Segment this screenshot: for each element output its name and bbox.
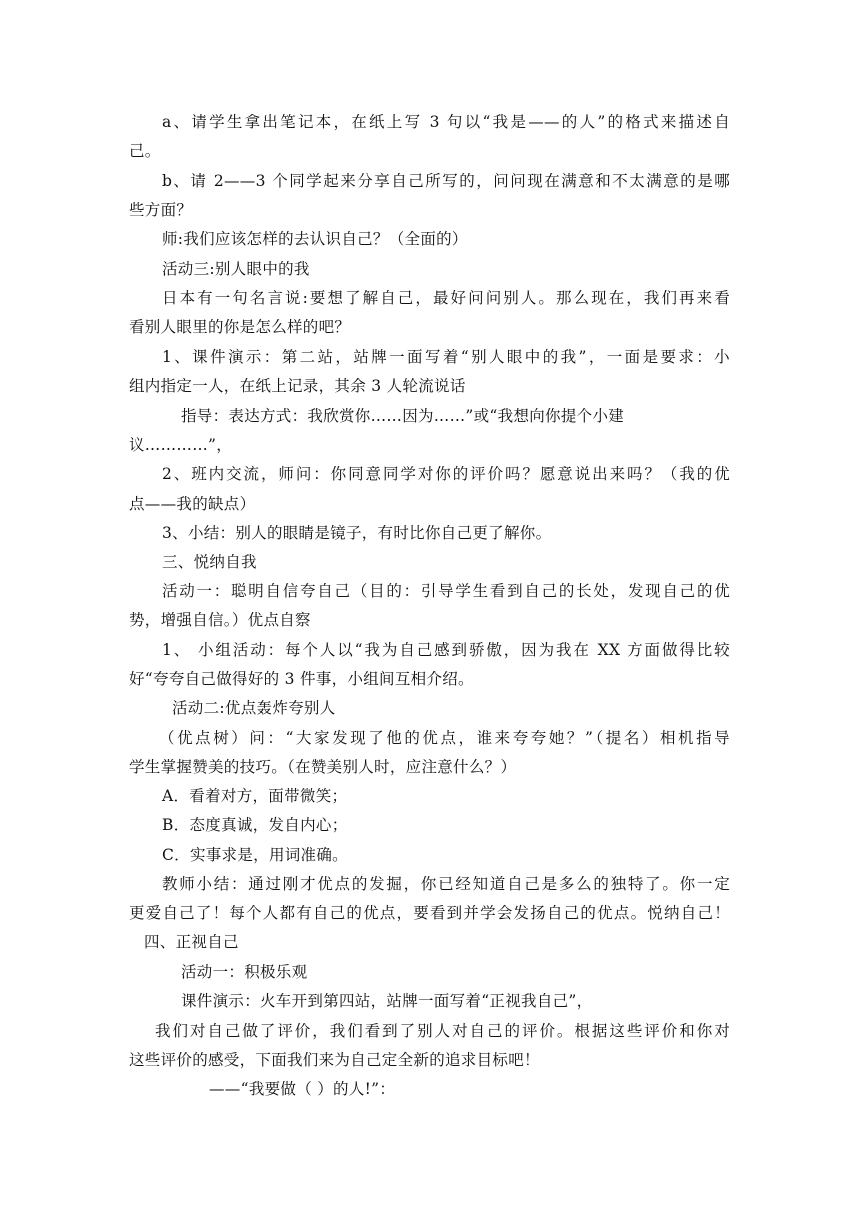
text-line-29: 四、正视自己 — [144, 933, 239, 951]
text-line-15: 3、小结：别人的眼睛是镜子，有时比你自己更了解你。 — [162, 524, 552, 542]
text-line-2: 己。 — [129, 142, 161, 160]
text-line-17: 活动一：聪明自信夸自己（目的：引导学生看到自己的长处，发现自己的优 — [162, 582, 730, 600]
text-line-19: 1、 小组活动：每个人以“我为自己感到骄傲，因为我在 XX 方面做得比较 — [162, 641, 730, 659]
text-line-9: 1、课件演示：第二站，站牌一面写着“别人眼中的我”，一面是要求：小 — [162, 348, 730, 366]
text-line-1: a、请学生拿出笔记本，在纸上写 3 句以“我是——的人”的格式来描述自 — [162, 113, 730, 131]
text-line-20: 好“夸夸自己做得好的 3 件事，小组间互相介绍。 — [129, 670, 474, 688]
text-line-4: 些方面？ — [129, 201, 193, 219]
text-line-6: 活动三:别人眼中的我 — [162, 260, 310, 278]
text-line-5: 师:我们应该怎样的去认识自己？（全面的） — [162, 230, 468, 248]
text-line-21: 活动二:优点轰炸夸别人 — [172, 699, 336, 717]
text-line-30: 活动一：积极乐观 — [181, 963, 308, 981]
text-line-12: 议…………”， — [129, 436, 233, 454]
text-line-10: 组内指定一人，在纸上记录，其余 3 人轮流说话 — [129, 377, 466, 395]
text-line-26: C．实事求是，用词准确。 — [162, 846, 348, 864]
text-line-18: 势，增强自信。）优点自察 — [129, 611, 311, 629]
text-line-34: ——“我要做（ ）的人!”： — [209, 1080, 396, 1098]
text-line-25: B．态度真诚，发自内心； — [162, 816, 348, 834]
text-line-24: A．看着对方，面带微笑； — [162, 787, 348, 805]
text-line-23: 学生掌握赞美的技巧。（在赞美别人时，应注意什么？） — [129, 758, 517, 776]
text-line-3: b、请 2——3 个同学起来分享自己所写的，问问现在满意和不太满意的是哪 — [162, 172, 730, 190]
text-line-28: 更爱自己了！每个人都有自己的优点，要看到并学会发扬自己的优点。悦纳自己！ — [129, 904, 730, 922]
text-line-22: （优点树）问：“大家发现了他的优点，谁来夸夸她？”（提名）相机指导 — [159, 729, 730, 747]
text-line-7: 日本有一句名言说:要想了解自己，最好问问别人。那么现在，我们再来看 — [162, 289, 730, 307]
text-line-31: 课件演示：火车开到第四站，站牌一面写着“正视我自己”， — [181, 992, 593, 1010]
text-line-16: 三、悦纳自我 — [162, 553, 257, 571]
text-line-33: 这些评价的感受，下面我们来为自己定全新的追求目标吧！ — [129, 1051, 540, 1069]
text-line-14: 点——我的缺点） — [129, 495, 256, 513]
text-line-11: 指导：表达方式：我欣赏你……因为……”或“我想向你提个小建 — [181, 407, 625, 425]
text-line-8: 看别人眼里的你是怎么样的吧？ — [129, 318, 351, 336]
text-line-13: 2、班内交流，师问：你同意同学对你的评价吗？愿意说出来吗？（我的优 — [162, 465, 730, 483]
text-line-27: 教师小结：通过刚才优点的发掘，你已经知道自己是多么的独特了。你一定 — [162, 875, 730, 893]
text-line-32: 我们对自己做了评价，我们看到了别人对自己的评价。根据这些评价和你对 — [155, 1022, 730, 1040]
